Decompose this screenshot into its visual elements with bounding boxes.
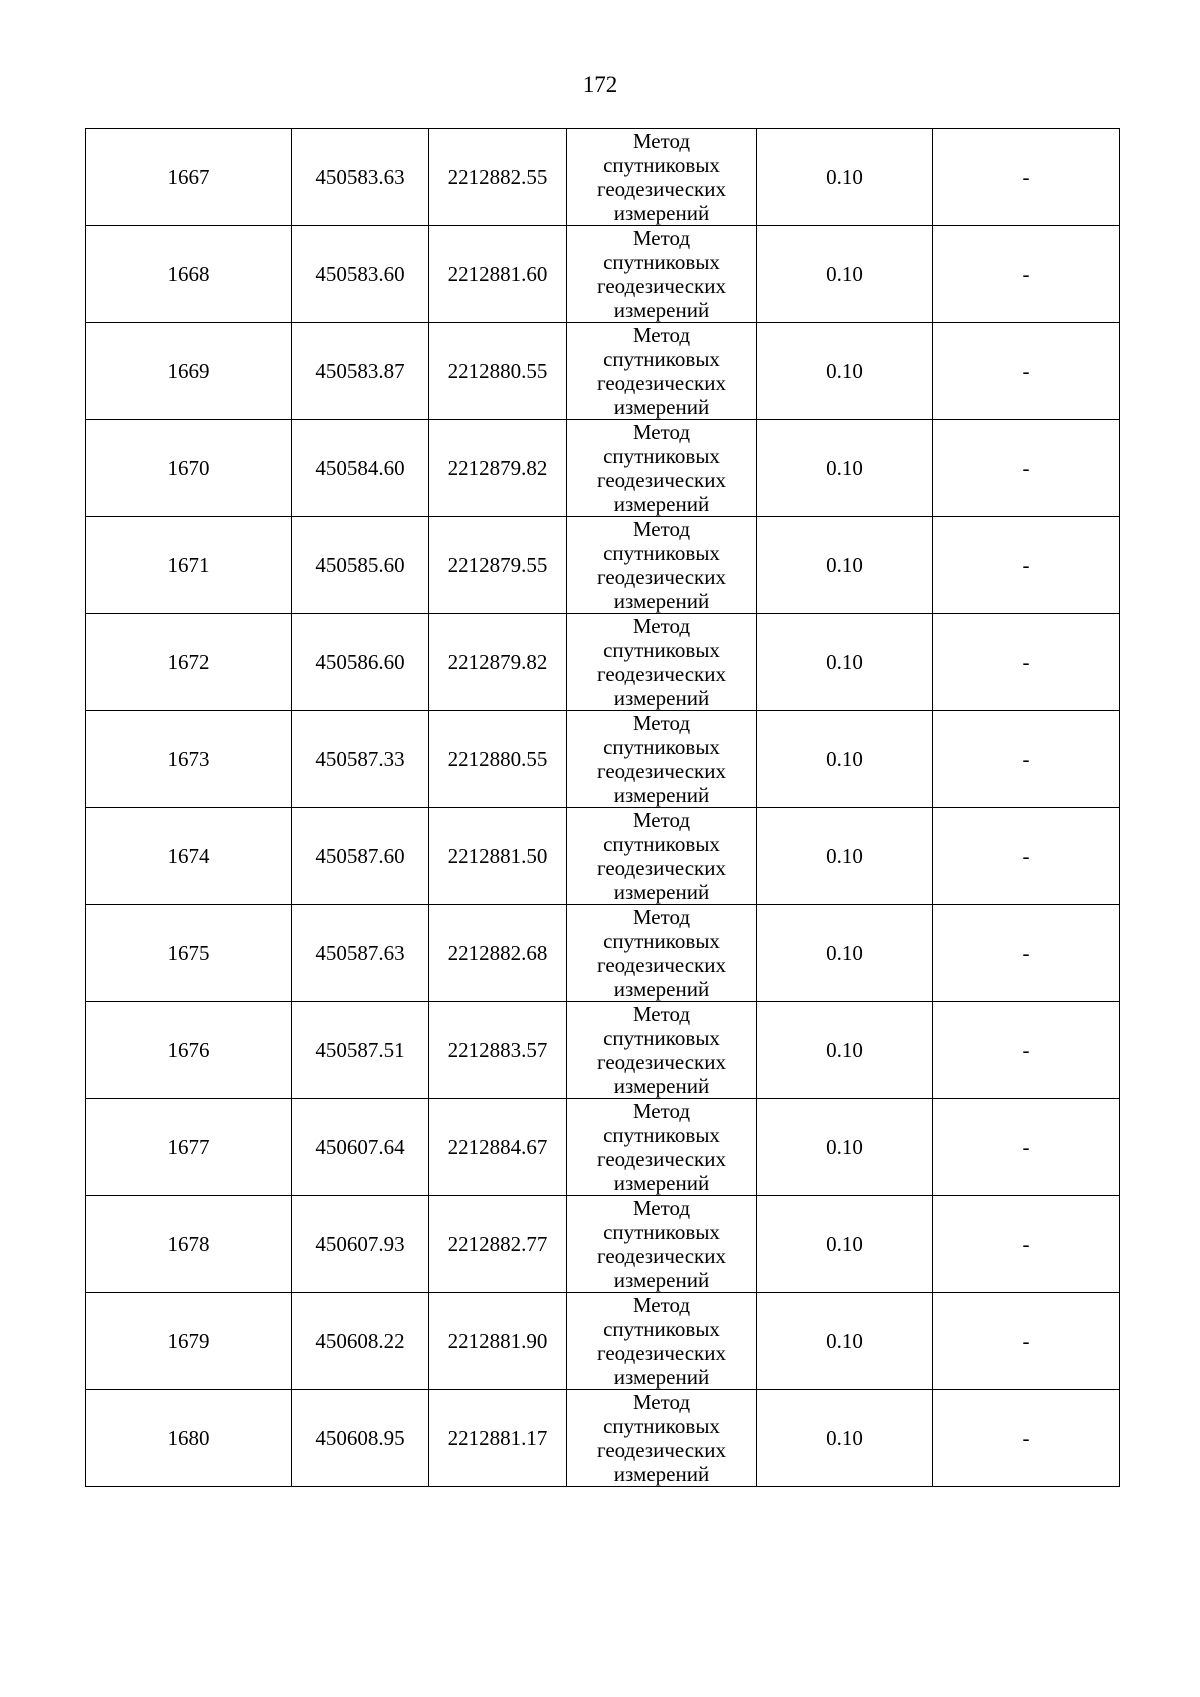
x-coordinate-cell: 450608.22 bbox=[292, 1293, 429, 1390]
x-coordinate-cell: 450584.60 bbox=[292, 420, 429, 517]
method-line: спутниковых bbox=[603, 832, 720, 856]
accuracy-cell: 0.10 bbox=[757, 711, 933, 808]
accuracy-cell: 0.10 bbox=[757, 614, 933, 711]
point-id-cell: 1676 bbox=[86, 1002, 292, 1099]
method-line: измерений bbox=[613, 1365, 710, 1389]
method-line: спутниковых bbox=[603, 638, 720, 662]
note-cell: - bbox=[933, 711, 1120, 808]
method-line: спутниковых bbox=[603, 250, 720, 274]
method-line: геодезических bbox=[596, 1341, 726, 1365]
table-row bbox=[86, 1099, 1120, 1196]
table-row bbox=[86, 1002, 1120, 1099]
method-line: геодезических bbox=[596, 856, 726, 880]
method-line: геодезических bbox=[596, 1147, 726, 1171]
method-line: спутниковых bbox=[603, 444, 720, 468]
x-coordinate-cell: 450587.63 bbox=[292, 905, 429, 1002]
accuracy-cell: 0.10 bbox=[757, 1002, 933, 1099]
point-id-cell: 1669 bbox=[86, 323, 292, 420]
method-line: геодезических bbox=[596, 759, 726, 783]
x-coordinate-cell: 450587.33 bbox=[292, 711, 429, 808]
method-line: измерений bbox=[613, 880, 710, 904]
y-coordinate-cell: 2212881.50 bbox=[429, 808, 567, 905]
y-coordinate-cell: 2212883.57 bbox=[429, 1002, 567, 1099]
note-cell: - bbox=[933, 905, 1120, 1002]
point-id-cell: 1670 bbox=[86, 420, 292, 517]
x-coordinate-cell: 450607.64 bbox=[292, 1099, 429, 1196]
method-cell bbox=[567, 226, 757, 323]
table-row bbox=[86, 420, 1120, 517]
method-line: Метод bbox=[632, 808, 691, 832]
table-row bbox=[86, 1390, 1120, 1487]
method-line: спутниковых bbox=[603, 1317, 720, 1341]
note-cell: - bbox=[933, 1390, 1120, 1487]
method-line: Метод bbox=[632, 226, 691, 250]
method-line: измерений bbox=[613, 395, 710, 419]
x-coordinate-cell: 450583.63 bbox=[292, 129, 429, 226]
method-line: геодезических bbox=[596, 662, 726, 686]
method-line: измерений bbox=[613, 201, 710, 225]
method-line: геодезических bbox=[596, 565, 726, 589]
table-row bbox=[86, 517, 1120, 614]
note-cell: - bbox=[933, 226, 1120, 323]
point-id-cell: 1672 bbox=[86, 614, 292, 711]
note-cell: - bbox=[933, 614, 1120, 711]
point-id-cell: 1667 bbox=[86, 129, 292, 226]
x-coordinate-cell: 450585.60 bbox=[292, 517, 429, 614]
method-line: измерений bbox=[613, 1268, 710, 1292]
accuracy-cell: 0.10 bbox=[757, 905, 933, 1002]
method-cell bbox=[567, 1196, 757, 1293]
note-cell: - bbox=[933, 808, 1120, 905]
method-line: геодезических bbox=[596, 371, 726, 395]
note-cell: - bbox=[933, 323, 1120, 420]
method-line: геодезических bbox=[596, 274, 726, 298]
method-line: геодезических bbox=[596, 953, 726, 977]
method-line: измерений bbox=[613, 1074, 710, 1098]
method-cell bbox=[567, 129, 757, 226]
accuracy-cell: 0.10 bbox=[757, 226, 933, 323]
table-row bbox=[86, 1293, 1120, 1390]
point-id-cell: 1675 bbox=[86, 905, 292, 1002]
method-cell bbox=[567, 1293, 757, 1390]
table-row bbox=[86, 1196, 1120, 1293]
method-line: Метод bbox=[632, 1293, 691, 1317]
method-line: спутниковых bbox=[603, 1026, 720, 1050]
table-row bbox=[86, 614, 1120, 711]
page-number: 172 bbox=[582, 72, 618, 97]
x-coordinate-cell: 450587.60 bbox=[292, 808, 429, 905]
accuracy-cell: 0.10 bbox=[757, 129, 933, 226]
method-line: Метод bbox=[632, 129, 691, 153]
method-line: спутниковых bbox=[603, 1220, 720, 1244]
y-coordinate-cell: 2212882.68 bbox=[429, 905, 567, 1002]
note-cell: - bbox=[933, 1196, 1120, 1293]
x-coordinate-cell: 450583.60 bbox=[292, 226, 429, 323]
method-cell bbox=[567, 808, 757, 905]
method-line: Метод bbox=[632, 1196, 691, 1220]
table-row bbox=[86, 808, 1120, 905]
x-coordinate-cell: 450583.87 bbox=[292, 323, 429, 420]
accuracy-cell: 0.10 bbox=[757, 1390, 933, 1487]
y-coordinate-cell: 2212880.55 bbox=[429, 323, 567, 420]
point-id-cell: 1674 bbox=[86, 808, 292, 905]
coordinates-table bbox=[85, 128, 1120, 1487]
method-line: измерений bbox=[613, 1462, 710, 1486]
x-coordinate-cell: 450586.60 bbox=[292, 614, 429, 711]
method-line: спутниковых bbox=[603, 1414, 720, 1438]
y-coordinate-cell: 2212884.67 bbox=[429, 1099, 567, 1196]
table-row bbox=[86, 323, 1120, 420]
method-line: Метод bbox=[632, 905, 691, 929]
method-cell bbox=[567, 711, 757, 808]
method-line: геодезических bbox=[596, 1438, 726, 1462]
y-coordinate-cell: 2212882.55 bbox=[429, 129, 567, 226]
method-line: геодезических bbox=[596, 1244, 726, 1268]
y-coordinate-cell: 2212881.90 bbox=[429, 1293, 567, 1390]
point-id-cell: 1671 bbox=[86, 517, 292, 614]
method-line: измерений bbox=[613, 589, 710, 613]
method-line: Метод bbox=[632, 1099, 691, 1123]
method-line: геодезических bbox=[596, 468, 726, 492]
table-row bbox=[86, 129, 1120, 226]
method-line: измерений bbox=[613, 298, 710, 322]
note-cell: - bbox=[933, 129, 1120, 226]
point-id-cell: 1679 bbox=[86, 1293, 292, 1390]
y-coordinate-cell: 2212880.55 bbox=[429, 711, 567, 808]
point-id-cell: 1673 bbox=[86, 711, 292, 808]
note-cell: - bbox=[933, 517, 1120, 614]
method-line: спутниковых bbox=[603, 541, 720, 565]
y-coordinate-cell: 2212879.82 bbox=[429, 614, 567, 711]
method-line: Метод bbox=[632, 614, 691, 638]
method-line: геодезических bbox=[596, 1050, 726, 1074]
y-coordinate-cell: 2212881.17 bbox=[429, 1390, 567, 1487]
table-row bbox=[86, 905, 1120, 1002]
point-id-cell: 1678 bbox=[86, 1196, 292, 1293]
method-cell bbox=[567, 517, 757, 614]
method-line: Метод bbox=[632, 1002, 691, 1026]
method-line: Метод bbox=[632, 420, 691, 444]
point-id-cell: 1680 bbox=[86, 1390, 292, 1487]
method-line: измерений bbox=[613, 686, 710, 710]
accuracy-cell: 0.10 bbox=[757, 1196, 933, 1293]
table-body bbox=[86, 129, 1120, 1487]
method-line: спутниковых bbox=[603, 929, 720, 953]
note-cell: - bbox=[933, 1099, 1120, 1196]
method-line: спутниковых bbox=[603, 1123, 720, 1147]
method-line: спутниковых bbox=[603, 153, 720, 177]
point-id-cell: 1668 bbox=[86, 226, 292, 323]
y-coordinate-cell: 2212879.82 bbox=[429, 420, 567, 517]
y-coordinate-cell: 2212881.60 bbox=[429, 226, 567, 323]
method-cell bbox=[567, 614, 757, 711]
accuracy-cell: 0.10 bbox=[757, 323, 933, 420]
method-cell bbox=[567, 1099, 757, 1196]
x-coordinate-cell: 450607.93 bbox=[292, 1196, 429, 1293]
method-line: спутниковых bbox=[603, 347, 720, 371]
accuracy-cell: 0.10 bbox=[757, 808, 933, 905]
y-coordinate-cell: 2212879.55 bbox=[429, 517, 567, 614]
note-cell: - bbox=[933, 1002, 1120, 1099]
accuracy-cell: 0.10 bbox=[757, 517, 933, 614]
note-cell: - bbox=[933, 1293, 1120, 1390]
method-line: измерений bbox=[613, 1171, 710, 1195]
y-coordinate-cell: 2212882.77 bbox=[429, 1196, 567, 1293]
accuracy-cell: 0.10 bbox=[757, 420, 933, 517]
method-cell bbox=[567, 1002, 757, 1099]
method-line: измерений bbox=[613, 783, 710, 807]
table-row bbox=[86, 711, 1120, 808]
method-line: Метод bbox=[632, 517, 691, 541]
method-cell bbox=[567, 323, 757, 420]
method-line: измерений bbox=[613, 492, 710, 516]
method-line: измерений bbox=[613, 977, 710, 1001]
method-cell bbox=[567, 420, 757, 517]
method-line: геодезических bbox=[596, 177, 726, 201]
x-coordinate-cell: 450608.95 bbox=[292, 1390, 429, 1487]
method-cell bbox=[567, 905, 757, 1002]
method-cell bbox=[567, 1390, 757, 1487]
method-line: Метод bbox=[632, 711, 691, 735]
table-row bbox=[86, 226, 1120, 323]
method-line: спутниковых bbox=[603, 735, 720, 759]
accuracy-cell: 0.10 bbox=[757, 1099, 933, 1196]
accuracy-cell: 0.10 bbox=[757, 1293, 933, 1390]
note-cell: - bbox=[933, 420, 1120, 517]
method-line: Метод bbox=[632, 1390, 691, 1414]
method-line: Метод bbox=[632, 323, 691, 347]
point-id-cell: 1677 bbox=[86, 1099, 292, 1196]
x-coordinate-cell: 450587.51 bbox=[292, 1002, 429, 1099]
